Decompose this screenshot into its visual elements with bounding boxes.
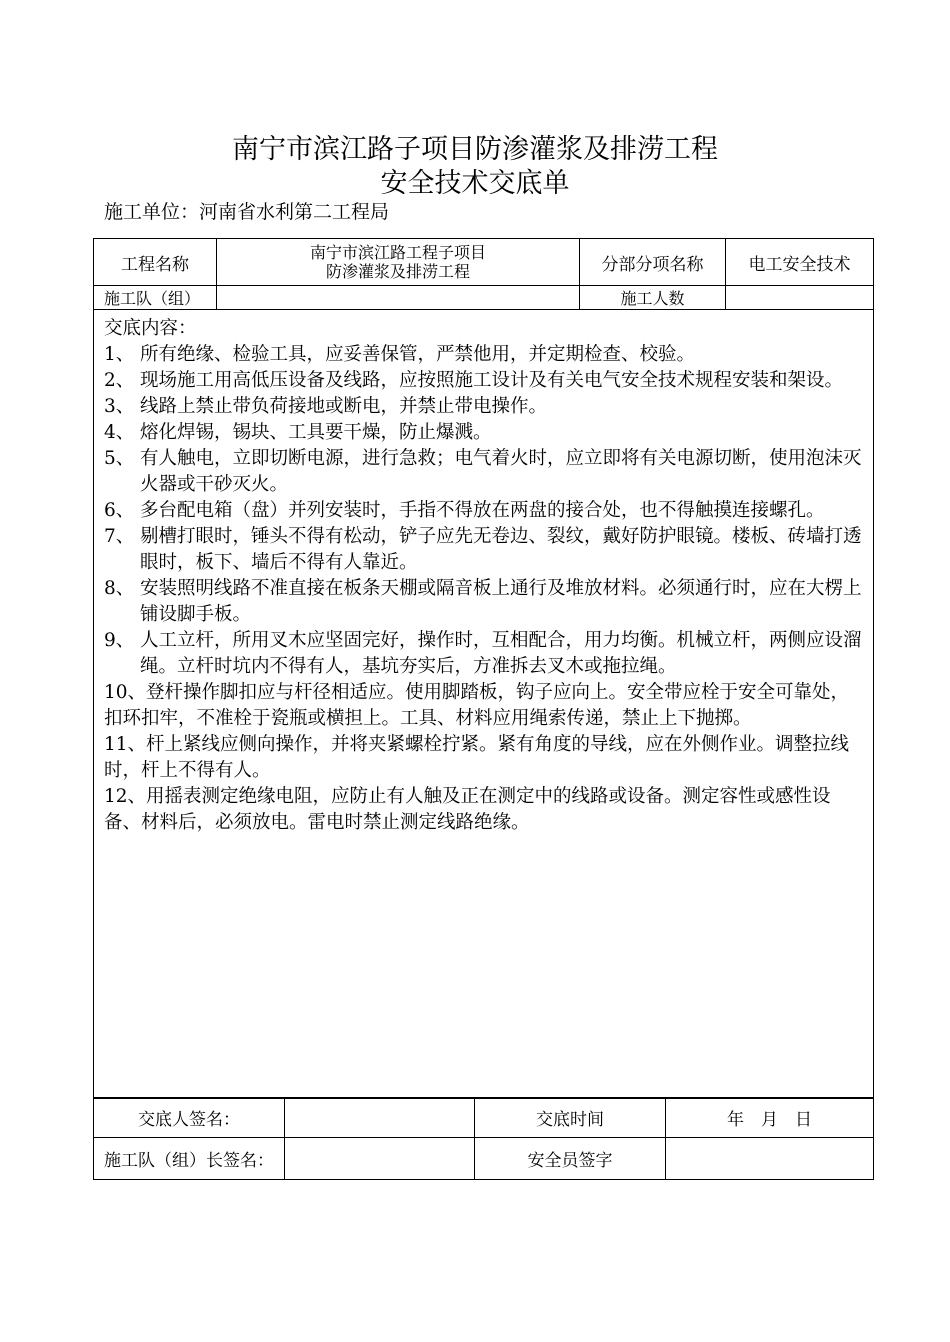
disclosure-date: 年 月 日 xyxy=(666,1098,874,1138)
paragraph: 11、杆上紧线应侧向操作，并将夹紧螺栓拧紧。紧有角度的导线，应在外侧作业。调整拉线时，杆上不得有人。 xyxy=(104,734,850,781)
paragraph: 12、用摇表测定绝缘电阻，应防止有人触及正在测定中的线路或设备。测定容性或感性设备、材料后，必须放电。雷电时禁止测定线路绝缘。 xyxy=(104,786,831,833)
list-item xyxy=(104,342,863,368)
workers-label: 施工人数 xyxy=(580,286,726,310)
paragraph: 10、登杆操作脚扣应与杆径相适应。使用脚踏板，钩子应向上。安全带应栓于安全可靠处，扣环扣牢，不准栓于瓷瓶或横担上。工具、材料应用绳索传递，禁止上下抛掷。 xyxy=(104,682,850,729)
disclosure-table xyxy=(93,238,874,1099)
safety-label: 安全员签字 xyxy=(475,1138,666,1180)
project-name-value xyxy=(217,239,580,286)
item-text: 人工立杆，所用叉木应坚固完好，操作时，互相配合，用力均衡。机械立杆，两侧应设溜绳。立杆时坑内不得有人，基坑夯实后，方准拆去叉木或拖拉绳。 xyxy=(140,630,862,677)
list-item xyxy=(104,394,863,420)
leader-label: 施工队（组）长签名： xyxy=(94,1138,285,1180)
time-label: 交底时间 xyxy=(475,1098,666,1138)
team-label: 施工队（组） xyxy=(94,286,217,310)
list-item xyxy=(104,420,863,446)
item-number: 8、 xyxy=(104,578,135,599)
list-item xyxy=(104,628,863,680)
item-number: 6、 xyxy=(104,500,135,521)
subproject-label: 分部分项名称 xyxy=(580,239,726,286)
item-text: 有人触电，立即切断电源，进行急救；电气着火时，应立即将有关电源切断，使用泡沫灭火器或干砂灭火。 xyxy=(140,448,862,495)
item-text: 所有绝缘、检验工具，应妥善保管，严禁他用，并定期检查、校验。 xyxy=(140,344,696,365)
content-paragraphs xyxy=(104,680,863,836)
disclosure-content xyxy=(94,310,874,1099)
project-name-label: 工程名称 xyxy=(94,239,217,286)
item-text: 现场施工用高低压设备及线路，应按照施工设计及有关电气安全技术规程安装和架设。 xyxy=(140,370,844,391)
item-number: 3、 xyxy=(104,396,135,417)
leader-signature xyxy=(285,1138,475,1180)
item-number: 9、 xyxy=(104,630,135,651)
list-item xyxy=(104,368,863,394)
list-item xyxy=(104,498,863,524)
project-name-line1: 南宁市滨江路工程子项目 xyxy=(309,243,486,262)
item-number: 1、 xyxy=(104,344,135,365)
subproject-value: 电工安全技术 xyxy=(726,239,874,286)
item-text: 线路上禁止带负荷接地或断电，并禁止带电操作。 xyxy=(140,396,548,417)
item-number: 7、 xyxy=(104,526,135,547)
content-heading: 交底内容： xyxy=(104,318,197,339)
team-value xyxy=(217,286,580,310)
item-text: 熔化焊锡，锡块、工具要干燥，防止爆溅。 xyxy=(140,422,492,443)
list-item xyxy=(104,446,863,498)
document-title-line2: 安全技术交底单 xyxy=(380,168,570,199)
workers-value xyxy=(726,286,874,310)
signature-table xyxy=(93,1097,874,1180)
item-number: 5、 xyxy=(104,448,135,469)
construction-unit: 施工单位：河南省水利第二工程局 xyxy=(104,201,390,223)
discloser-label: 交底人签名： xyxy=(94,1098,285,1138)
item-text: 多台配电箱（盘）并列安装时，手指不得放在两盘的接合处，也不得触摸连接螺孔。 xyxy=(140,500,825,521)
list-item xyxy=(104,576,863,628)
discloser-signature xyxy=(285,1098,475,1138)
project-name-line2: 防渗灌浆及排涝工程 xyxy=(325,262,470,281)
item-text: 安装照明线路不准直接在板条天棚或隔音板上通行及堆放材料。必须通行时，应在大楞上铺设脚手板。 xyxy=(140,578,862,625)
list-item xyxy=(104,524,863,576)
item-text: 剔槽打眼时，锤头不得有松动，铲子应先无卷边、裂纹，戴好防护眼镜。楼板、砖墙打透眼时，板下、墙后不得有人靠近。 xyxy=(140,526,862,573)
item-number: 4、 xyxy=(104,422,135,443)
item-number: 2、 xyxy=(104,370,135,391)
content-items xyxy=(104,342,863,680)
safety-signature xyxy=(666,1138,874,1180)
document-title-line1: 南宁市滨江路子项目防渗灌浆及排涝工程 xyxy=(232,134,718,165)
